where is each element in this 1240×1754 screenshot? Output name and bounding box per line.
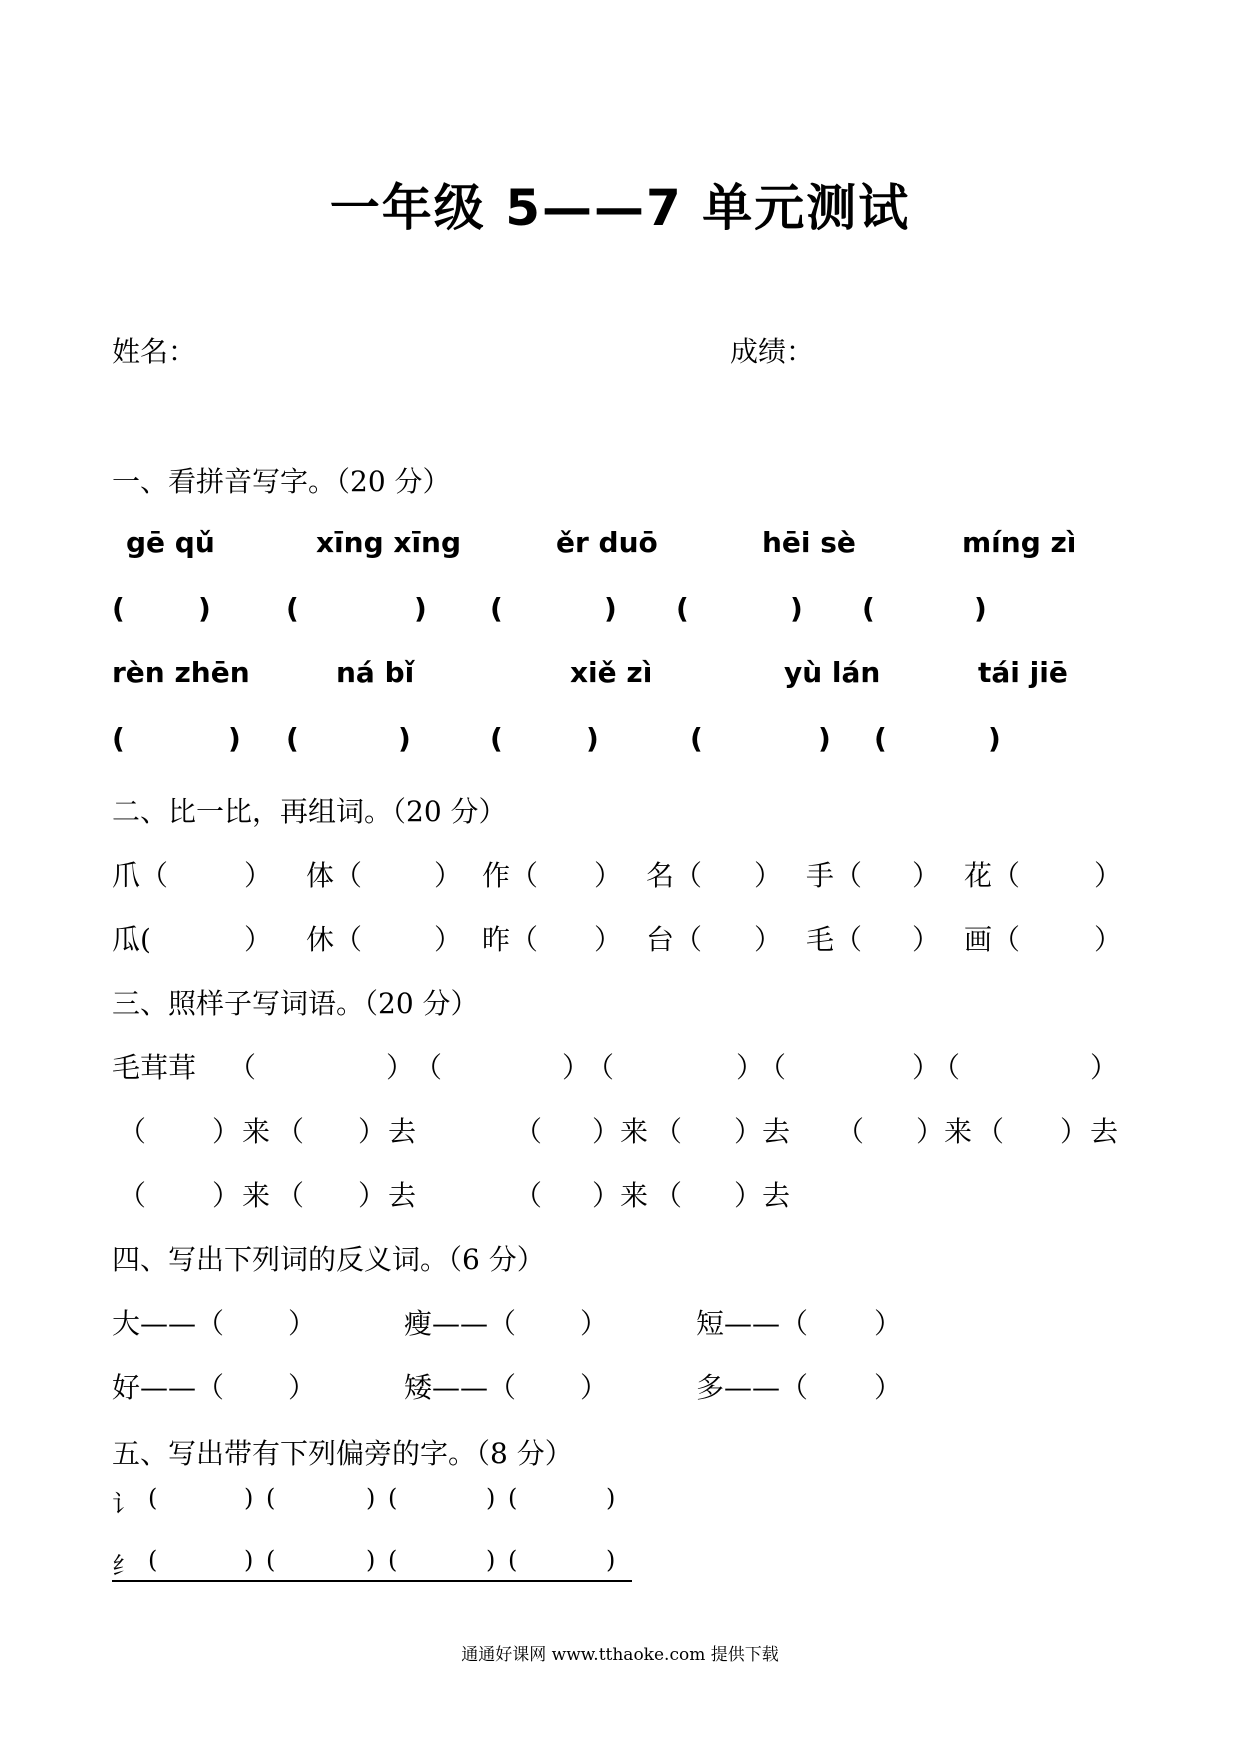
pinyin-item: ná bǐ xyxy=(336,656,415,689)
antonym-close: ） xyxy=(874,1371,903,1404)
answer-paren-close: ) xyxy=(988,722,1001,755)
pinyin-item: rèn zhēn xyxy=(112,656,250,689)
antonym-item: 好——（ xyxy=(112,1371,225,1404)
antonym-item: 多——（ xyxy=(696,1371,809,1404)
blank-close: ） xyxy=(386,1051,415,1084)
blank-open: （ xyxy=(654,1115,683,1148)
answer-paren-close: ) xyxy=(790,592,803,625)
answer-paren-close: ) xyxy=(414,592,427,625)
answer-paren-open: ( xyxy=(286,722,299,755)
blank-open: ( xyxy=(508,1546,518,1574)
footer-note: 通通好课网 www.tthaoke.com 提供下载 xyxy=(461,1645,779,1665)
blank-close: ） xyxy=(358,1115,387,1148)
qu-char: 去 xyxy=(762,1179,791,1212)
blank-open: （ xyxy=(276,1115,305,1148)
radical-item: 纟 xyxy=(112,1552,136,1580)
blank-open: （ xyxy=(976,1115,1005,1148)
page-title: 一年级 5——7 单元测试 xyxy=(329,179,911,237)
radical-item: 讠 xyxy=(112,1490,136,1518)
blank-close: ） xyxy=(1090,1051,1119,1084)
compare-close: ） xyxy=(754,923,783,956)
qu-char: 去 xyxy=(762,1115,791,1148)
answer-paren-open: ( xyxy=(862,592,875,625)
blank-open: ( xyxy=(148,1484,158,1512)
compare-item: 画（ xyxy=(964,923,1021,956)
compare-item: 作（ xyxy=(482,859,539,892)
qu-char: 去 xyxy=(1090,1115,1119,1148)
compare-close: ） xyxy=(434,923,463,956)
antonym-close: ） xyxy=(288,1371,317,1404)
blank-open: ( xyxy=(388,1546,398,1574)
answer-paren-open: ( xyxy=(874,722,887,755)
answer-paren-open: ( xyxy=(286,592,299,625)
antonym-item: 瘦——（ xyxy=(404,1307,517,1340)
underline-rule xyxy=(112,1580,632,1582)
score-label: 成绩： xyxy=(730,335,815,368)
compare-close: ） xyxy=(434,859,463,892)
blank-close: ） xyxy=(1060,1115,1089,1148)
qu-char: 去 xyxy=(388,1179,417,1212)
answer-paren-close: ) xyxy=(398,722,411,755)
lai-char: 来 xyxy=(242,1179,271,1212)
blank-close: ） xyxy=(734,1179,763,1212)
answer-paren-close: ) xyxy=(198,592,211,625)
compare-item: 名（ xyxy=(646,859,703,892)
blank-open: （ xyxy=(836,1115,865,1148)
blank-open: （ xyxy=(276,1179,305,1212)
compare-close: ） xyxy=(1094,923,1123,956)
antonym-close: ） xyxy=(580,1371,609,1404)
compare-close: ） xyxy=(1094,859,1123,892)
blank-open: （ xyxy=(514,1115,543,1148)
lai-char: 来 xyxy=(620,1179,649,1212)
blank-open: （ xyxy=(228,1051,257,1084)
blank-open: （ xyxy=(414,1051,443,1084)
compare-close: ） xyxy=(912,923,941,956)
lai-char: 来 xyxy=(242,1115,271,1148)
blank-close: ） xyxy=(592,1179,621,1212)
blank-open: （ xyxy=(654,1179,683,1212)
blank-open: （ xyxy=(118,1115,147,1148)
section-4-heading: 四、写出下列词的反义词。（6 分） xyxy=(112,1243,545,1276)
pinyin-item: gē qǔ xyxy=(126,526,215,559)
blank-close: ) xyxy=(244,1484,254,1512)
blank-close: ) xyxy=(606,1546,616,1574)
pinyin-item: tái jiē xyxy=(978,656,1068,689)
compare-item: 手（ xyxy=(806,859,863,892)
blank-close: ） xyxy=(562,1051,591,1084)
blank-close: ） xyxy=(916,1115,945,1148)
compare-item: 台（ xyxy=(646,923,703,956)
antonym-close: ） xyxy=(874,1307,903,1340)
compare-close: ） xyxy=(244,923,273,956)
section-1-heading: 一、看拼音写字。（20 分） xyxy=(112,465,451,498)
blank-close: ) xyxy=(366,1484,376,1512)
section-3-heading: 三、照样子写词语。（20 分） xyxy=(112,987,479,1020)
blank-close: ） xyxy=(212,1115,241,1148)
lai-char: 来 xyxy=(944,1115,973,1148)
section-2-heading: 二、比一比，再组词。（20 分） xyxy=(112,795,507,828)
pinyin-item: míng zì xyxy=(962,526,1077,559)
blank-close: ） xyxy=(734,1115,763,1148)
blank-open: （ xyxy=(514,1179,543,1212)
blank-close: ） xyxy=(912,1051,941,1084)
blank-close: ） xyxy=(212,1179,241,1212)
antonym-item: 大——（ xyxy=(112,1307,225,1340)
example-word: 毛茸茸 xyxy=(112,1051,197,1084)
blank-close: ) xyxy=(366,1546,376,1574)
compare-item: 爪（ xyxy=(112,859,169,892)
antonym-close: ） xyxy=(288,1307,317,1340)
answer-paren-close: ) xyxy=(818,722,831,755)
blank-open: ( xyxy=(266,1484,276,1512)
answer-paren-open: ( xyxy=(112,722,125,755)
qu-char: 去 xyxy=(388,1115,417,1148)
blank-open: （ xyxy=(118,1179,147,1212)
blank-open: （ xyxy=(932,1051,961,1084)
compare-item: 休（ xyxy=(306,923,363,956)
blank-close: ) xyxy=(606,1484,616,1512)
answer-paren-close: ) xyxy=(586,722,599,755)
section-5-heading: 五、写出带有下列偏旁的字。（8 分） xyxy=(112,1437,573,1470)
compare-close: ） xyxy=(594,859,623,892)
blank-open: ( xyxy=(508,1484,518,1512)
pinyin-item: xiě zì xyxy=(570,656,653,689)
blank-close: ) xyxy=(244,1546,254,1574)
answer-paren-open: ( xyxy=(112,592,125,625)
compare-item: 花（ xyxy=(964,859,1021,892)
compare-close: ） xyxy=(244,859,273,892)
blank-close: ） xyxy=(592,1115,621,1148)
pinyin-item: yù lán xyxy=(784,656,881,689)
blank-open: （ xyxy=(586,1051,615,1084)
antonym-item: 短——（ xyxy=(696,1307,809,1340)
answer-paren-close: ) xyxy=(604,592,617,625)
antonym-item: 矮——（ xyxy=(404,1371,517,1404)
compare-item: 体（ xyxy=(306,859,363,892)
blank-close: ） xyxy=(358,1179,387,1212)
pinyin-item: hēi sè xyxy=(762,526,856,559)
compare-close: ） xyxy=(912,859,941,892)
answer-paren-close: ) xyxy=(228,722,241,755)
antonym-close: ） xyxy=(580,1307,609,1340)
pinyin-item: xīng xīng xyxy=(316,526,462,559)
blank-close: ） xyxy=(736,1051,765,1084)
compare-item: 毛（ xyxy=(806,923,863,956)
compare-close: ） xyxy=(754,859,783,892)
blank-open: ( xyxy=(266,1546,276,1574)
lai-char: 来 xyxy=(620,1115,649,1148)
compare-close: ） xyxy=(594,923,623,956)
blank-open: ( xyxy=(148,1546,158,1574)
name-label: 姓名： xyxy=(112,335,197,368)
answer-paren-open: ( xyxy=(490,722,503,755)
blank-close: ) xyxy=(486,1484,496,1512)
compare-item: 昨（ xyxy=(482,923,539,956)
pinyin-item: ěr duō xyxy=(556,526,658,559)
answer-paren-open: ( xyxy=(676,592,689,625)
blank-close: ) xyxy=(486,1546,496,1574)
blank-open: ( xyxy=(388,1484,398,1512)
blank-open: （ xyxy=(758,1051,787,1084)
answer-paren-open: ( xyxy=(690,722,703,755)
answer-paren-close: ) xyxy=(974,592,987,625)
answer-paren-open: ( xyxy=(490,592,503,625)
compare-item: 瓜( xyxy=(112,923,151,956)
